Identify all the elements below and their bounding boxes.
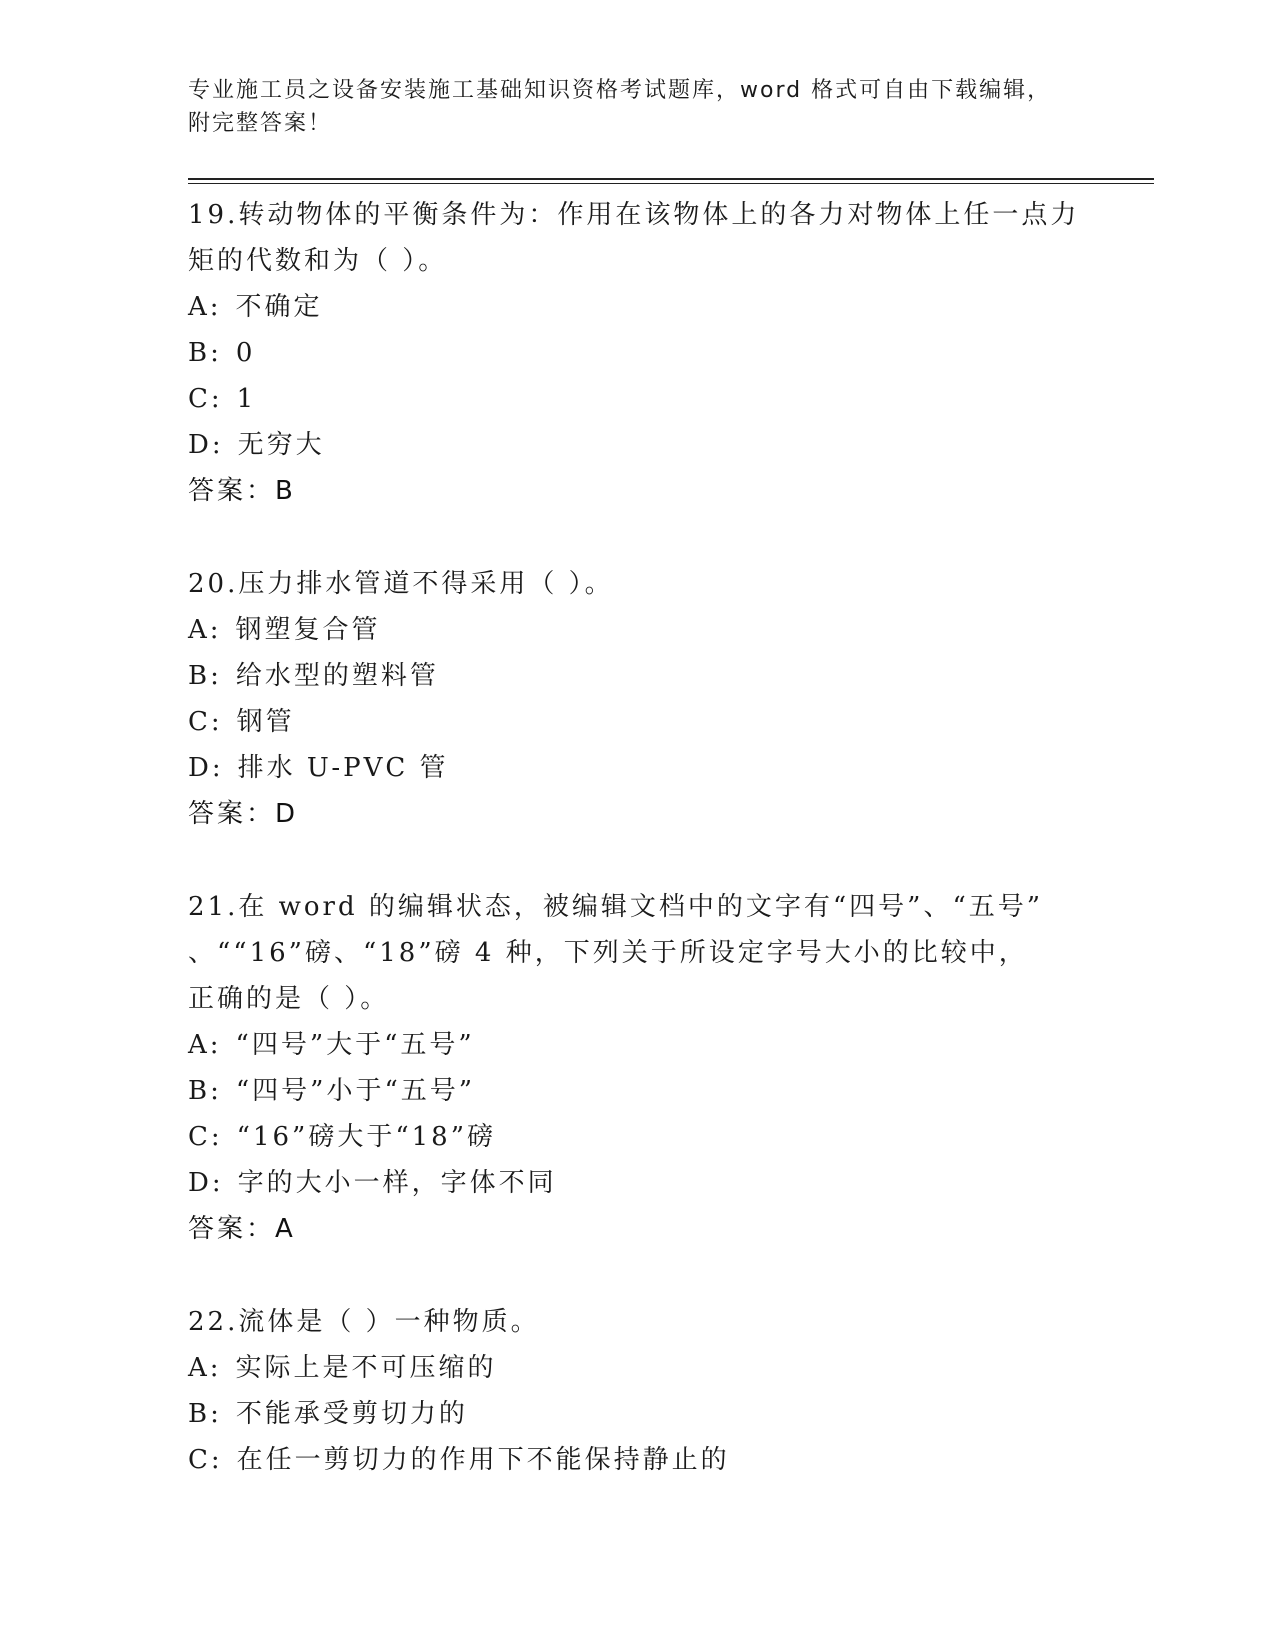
option-text: “16”磅大于“18”磅 xyxy=(236,1122,496,1152)
option-key: C: xyxy=(188,384,223,414)
option-a xyxy=(188,284,1128,330)
question-text: 21.在 word 的编辑状态，被编辑文档中的文字有“四号”、“五号” 、““16”磅、“18”磅 4 种，下列关于所设定字号大小的比较中， 正确的是（ ）。 xyxy=(188,892,1044,1014)
option-key: C: xyxy=(188,1445,223,1475)
document-header xyxy=(188,74,1088,140)
option-b xyxy=(188,330,1128,376)
option-key: C: xyxy=(188,1122,223,1152)
answer-label: 答案：B xyxy=(188,476,296,506)
option-b xyxy=(188,1068,1128,1114)
option-text: 排水 U-PVC 管 xyxy=(237,753,449,783)
option-text: 不能承受剪切力的 xyxy=(235,1399,468,1429)
question-text: 20.压力排水管道不得采用（ ）。 xyxy=(188,569,614,599)
answer-label: 答案：D xyxy=(188,799,299,829)
option-c xyxy=(188,1114,1128,1160)
option-text: 字的大小一样，字体不同 xyxy=(237,1168,557,1198)
header-line-2: 附完整答案！ xyxy=(188,111,333,136)
answer-label: 答案：A xyxy=(188,1214,296,1244)
option-key: D: xyxy=(188,753,224,783)
option-key: A: xyxy=(188,615,222,645)
question-text: 22.流体是（ ）一种物质。 xyxy=(188,1307,540,1337)
option-a xyxy=(188,607,1128,653)
option-text: 钢塑复合管 xyxy=(235,615,381,645)
option-key: B: xyxy=(188,338,222,368)
option-key: A: xyxy=(188,1030,222,1060)
option-text: 钢管 xyxy=(236,707,295,737)
option-text: “四号”大于“五号” xyxy=(235,1030,475,1060)
header-line-1: 专业施工员之设备安装施工基础知识资格考试题库，word 格式可自由下载编辑， xyxy=(188,78,1052,103)
option-key: B: xyxy=(188,661,222,691)
option-text: 给水型的塑料管 xyxy=(235,661,439,691)
option-key: A: xyxy=(188,1353,222,1383)
question-20 xyxy=(188,561,1128,837)
option-d xyxy=(188,422,1128,468)
header-divider xyxy=(188,178,1154,184)
option-b xyxy=(188,1391,1128,1437)
question-text: 19.转动物体的平衡条件为：作用在该物体上的各力对物体上任一点力 矩的代数和为（ ）。 xyxy=(188,200,1080,276)
option-key: B: xyxy=(188,1076,222,1106)
option-b xyxy=(188,653,1128,699)
option-c xyxy=(188,376,1128,422)
option-c xyxy=(188,699,1128,745)
option-a xyxy=(188,1022,1128,1068)
option-text: “四号”小于“五号” xyxy=(235,1076,476,1106)
option-c xyxy=(188,1437,1128,1483)
option-text: 无穷大 xyxy=(237,430,325,460)
option-d xyxy=(188,745,1128,791)
option-key: B: xyxy=(188,1399,222,1429)
option-text: 0 xyxy=(235,338,256,368)
question-22 xyxy=(188,1299,1128,1483)
option-d xyxy=(188,1160,1128,1206)
question-list xyxy=(188,192,1128,1530)
option-text: 不确定 xyxy=(235,292,323,322)
question-21 xyxy=(188,884,1128,1252)
option-key: D: xyxy=(188,430,224,460)
option-key: A: xyxy=(188,292,222,322)
option-a xyxy=(188,1345,1128,1391)
option-text: 在任一剪切力的作用下不能保持静止的 xyxy=(236,1445,730,1475)
option-text: 1 xyxy=(236,384,257,414)
question-19 xyxy=(188,192,1128,514)
option-key: D: xyxy=(188,1168,224,1198)
option-text: 实际上是不可压缩的 xyxy=(235,1353,497,1383)
option-key: C: xyxy=(188,707,223,737)
